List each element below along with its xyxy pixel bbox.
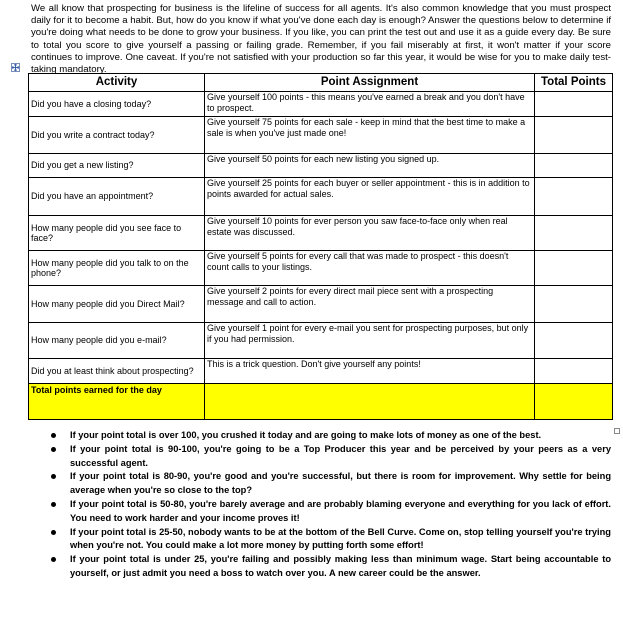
list-item [49,470,611,498]
bullet-dot-icon [51,530,56,535]
intro-paragraph: We all know that prospecting for business is the lifeline of success for all agents. It's also common knowledge that you must prospect daily for it to become a habit. But, how do you know if what you've done each day is enough? Answer the questions below to determine if you're doing what needs to be done to grow your business. If you like, you can print the test out and use it as a guide every day. Be sure to total you score to give yourself a passing or failing grade. Remember, if you fail miserably at first, it won't matter if your score continues to improve. One caveat. If you're not satisfied with your production so far this year, it would be wise for you to make daily test-taking mandatory. [31,3,611,76]
activity-cell: How many people did you Direct Mail? [29,286,205,323]
score-interpretation-list [49,429,611,581]
table-row [29,216,613,251]
total-points-cell[interactable] [535,359,613,384]
bullet-dot-icon [51,433,56,438]
activity-cell: Did you write a contract today? [29,117,205,154]
list-item [49,429,611,443]
list-item-text: If your point total is 80-90, you're good and you're successful, but there is room for improvement. Why settle for being average when you're so close to the top? [70,471,611,496]
total-points-cell[interactable] [535,178,613,216]
activity-cell: How many people did you e-mail? [29,323,205,359]
total-points-cell[interactable] [535,286,613,323]
list-item-text: If your point total is 50-80, you're barely average and are probably blaming everyone and everything for you lack of effort. You need to work harder and your income proves it! [70,498,611,523]
table-row [29,178,613,216]
point-assignment-cell: Give yourself 2 points for every direct mail piece sent with a prospecting message and call to action. [205,286,535,323]
table-row [29,117,613,154]
total-points-cell[interactable] [535,117,613,154]
activity-cell: How many people did you talk to on the phone? [29,251,205,286]
activity-cell: Did you have a closing today? [29,92,205,117]
list-item [49,498,611,526]
activity-cell: Did you at least think about prospecting? [29,359,205,384]
point-assignment-cell: Give yourself 50 points for each new listing you signed up. [205,154,535,178]
table-move-handle-icon[interactable] [11,63,20,72]
point-assignment-cell: Give yourself 5 points for every call that was made to prospect - this doesn't count calls to your listings. [205,251,535,286]
total-points-cell[interactable] [535,323,613,359]
list-item-text: If your point total is over 100, you crushed it today and are going to make lots of money as one of the best. [70,430,542,440]
point-assignment-cell: This is a trick question. Don't give yourself any points! [205,359,535,384]
header-point-assignment: Point Assignment [205,74,535,92]
activity-cell: Did you get a new listing? [29,154,205,178]
activity-cell: Did you have an appointment? [29,178,205,216]
table-row [29,286,613,323]
point-assignment-cell: Give yourself 25 points for each buyer or seller appointment - this is in addition to points awarded for actual sales. [205,178,535,216]
total-points-cell[interactable] [535,216,613,251]
list-item [49,526,611,554]
total-points-spacer-cell [205,384,535,420]
header-activity: Activity [29,74,205,92]
table-row [29,323,613,359]
bullet-dot-icon [51,557,56,562]
point-assignment-cell: Give yourself 1 point for every e-mail you sent for prospecting purposes, but only if you had permission. [205,323,535,359]
bullet-dot-icon [51,447,56,452]
prospecting-score-table [28,73,613,420]
table-row [29,359,613,384]
total-points-cell[interactable] [535,92,613,117]
bullet-dot-icon [51,474,56,479]
table-row [29,92,613,117]
grand-total-cell[interactable] [535,384,613,420]
table-header-row [29,74,613,92]
total-points-cell[interactable] [535,251,613,286]
table-row [29,154,613,178]
list-item-text: If your point total is 90-100, you're going to be a Top Producer this year and be perceived by your peers as a very successful agent. [70,443,611,468]
table-resize-handle-icon[interactable] [614,428,620,434]
list-item-text: If your point total is under 25, you're failing and possibly making less than minimum wage. Start being accountable to yourself, or just admit you need a boss to watch over you. A new career could be the answer. [70,554,611,578]
point-assignment-cell: Give yourself 75 points for each sale - keep in mind that the best time to make a sale is when you've just made one! [205,117,535,154]
list-item [49,553,611,581]
activity-cell: How many people did you see face to face? [29,216,205,251]
total-points-label: Total points earned for the day [29,384,205,420]
list-item-text: If your point total is 25-50, nobody wants to be at the bottom of the Bell Curve. Come on, stop telling yourself you're trying when you're not. You could make a lot more money by putting forth some effort! [70,526,611,551]
total-points-row [29,384,613,420]
table-row [29,251,613,286]
list-item [49,443,611,471]
bullet-dot-icon [51,502,56,507]
header-total-points: Total Points [535,74,613,92]
total-points-cell[interactable] [535,154,613,178]
point-assignment-cell: Give yourself 100 points - this means you've earned a break and you don't have to prospect. [205,92,535,117]
point-assignment-cell: Give yourself 10 points for ever person you saw face-to-face only when real estate was discussed. [205,216,535,251]
